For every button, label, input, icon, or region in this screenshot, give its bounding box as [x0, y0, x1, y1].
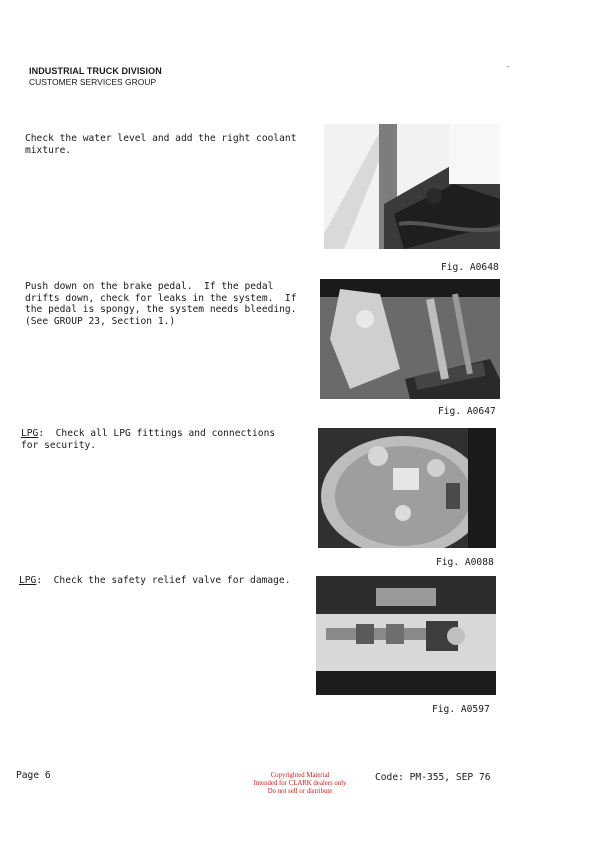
coolant-photo	[324, 124, 500, 249]
division-title: INDUSTRIAL TRUCK DIVISION	[29, 66, 162, 76]
step-line: drifts down, check for leaks in the system. If	[25, 292, 297, 304]
step-line: : Check all LPG fittings and connections	[38, 428, 276, 439]
brake-pedal-photo	[320, 279, 500, 399]
step-line: Push down on the brake pedal. If the pedal	[25, 281, 274, 292]
step-line: the pedal is spongy, the system needs bleeding.	[25, 304, 297, 315]
document-code: Code: PM-355, SEP 76	[375, 772, 491, 783]
corner-mark: -	[506, 62, 511, 71]
page-header	[29, 66, 162, 87]
lpg-label: LPG	[19, 575, 37, 586]
copyright-notice	[230, 772, 370, 796]
step-line: Check the water level and add the right coolant	[25, 133, 297, 144]
step-line: mixture.	[25, 144, 72, 156]
page-number: Page 6	[16, 770, 51, 781]
step-line: : Check the safety relief valve for damage.	[36, 575, 291, 586]
copyright-line: Do not sell or distribute	[267, 788, 333, 795]
figure-caption: Fig. A0088	[436, 557, 494, 568]
figure-caption: Fig. A0648	[441, 262, 499, 273]
figure-caption: Fig. A0647	[438, 406, 496, 417]
step-brake-text	[25, 281, 296, 327]
step-line: for security.	[21, 439, 97, 451]
step-line: (See GROUP 23, Section 1.)	[25, 315, 176, 327]
copyright-line: Intended for CLARK dealers only	[253, 780, 347, 787]
figure-caption: Fig. A0597	[432, 704, 490, 715]
step-relief-valve-text	[19, 575, 290, 587]
step-lpg-fittings-text	[21, 428, 275, 451]
lpg-label: LPG	[21, 428, 39, 439]
lpg-tank-photo	[318, 428, 496, 548]
group-subtitle: CUSTOMER SERVICES GROUP	[29, 77, 157, 87]
step-coolant-text	[25, 133, 296, 156]
copyright-line: Copyrighted Material	[270, 772, 330, 779]
relief-valve-photo	[316, 576, 496, 695]
